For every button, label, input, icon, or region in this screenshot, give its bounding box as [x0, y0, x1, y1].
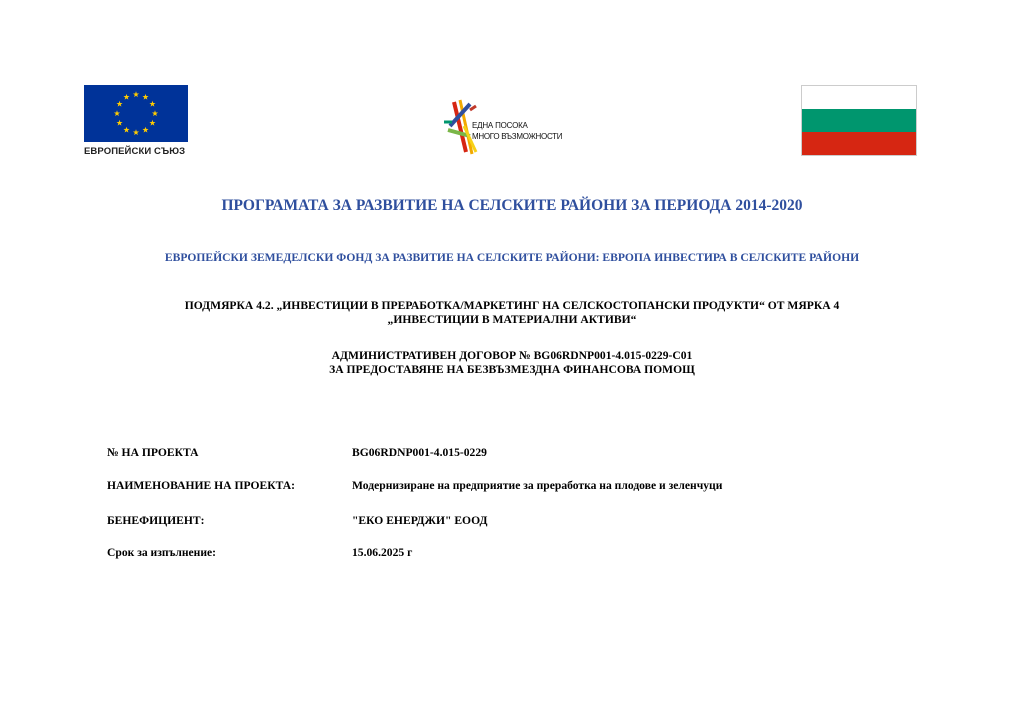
- logo-text-line2: МНОГО ВЪЗМОЖНОСТИ: [472, 132, 563, 141]
- eu-star-icon: [149, 120, 155, 126]
- eu-star-icon: [152, 110, 158, 116]
- eu-flag-logo: [84, 85, 188, 142]
- programme-title: ПРОГРАМАТА ЗА РАЗВИТИЕ НА СЕЛСКИТЕ РАЙОНИ ЗА ПЕРИОДА 2014-2020: [221, 197, 803, 214]
- beneficiary-value: "ЕКО ЕНЕРДЖИ" ЕООД: [352, 514, 488, 527]
- project-number-value: BG06RDNP001-4.015-0229: [352, 446, 487, 459]
- eu-star-icon: [114, 110, 120, 116]
- project-number-label: № НА ПРОЕКТА: [107, 446, 199, 459]
- flag-red-stripe: [802, 132, 916, 155]
- eu-star-icon: [149, 101, 155, 107]
- deadline-label: Срок за изпълнение:: [107, 546, 217, 559]
- flag-white-stripe: [802, 86, 916, 109]
- eu-star-icon: [123, 94, 129, 100]
- beneficiary-label: БЕНЕФИЦИЕНТ:: [107, 514, 205, 527]
- fund-title: ЕВРОПЕЙСКИ ЗЕМЕДЕЛСКИ ФОНД ЗА РАЗВИТИЕ НА СЕЛСКИТЕ РАЙОНИ: ЕВРОПА ИНВЕСТИРА В СЕЛСКИТЕ РАЙОНИ: [164, 251, 860, 264]
- submeasure-line1: ПОДМЯРКА 4.2. „ИНВЕСТИЦИИ В ПРЕРАБОТКА/МАРКЕТИНГ НА СЕЛСКОСТОПАНСКИ ПРОДУКТИ“ ОТ МЯРКА 4: [184, 299, 840, 312]
- eu-stars-icon: [84, 85, 188, 142]
- eu-star-icon: [142, 127, 148, 133]
- deadline-value: 15.06.2025 г: [352, 546, 413, 559]
- contract-line2: ЗА ПРЕДОСТАВЯНЕ НА БЕЗВЪЗМЕЗДНА ФИНАНСОВА ПОМОЩ: [329, 363, 695, 376]
- eu-star-icon: [133, 129, 139, 135]
- eu-caption: ЕВРОПЕЙСКИ СЪЮЗ: [84, 146, 186, 157]
- contract-line1: АДМИНИСТРАТИВЕН ДОГОВОР № BG06RDNP001-4.015-0229-C01: [331, 349, 693, 362]
- flag-green-stripe: [802, 109, 916, 132]
- bulgarian-flag-logo: [801, 85, 917, 156]
- eu-star-icon: [123, 127, 129, 133]
- submeasure-line2: „ИНВЕСТИЦИИ В МАТЕРИАЛНИ АКТИВИ“: [387, 313, 637, 326]
- project-name-label: НАИМЕНОВАНИЕ НА ПРОЕКТА:: [107, 479, 296, 492]
- eu-star-icon: [142, 94, 148, 100]
- eu-star-icon: [117, 101, 123, 107]
- eu-star-icon: [117, 120, 123, 126]
- project-name-value: Модернизиране на предприятие за преработка на плодове и зеленчуци: [352, 479, 723, 492]
- eu-star-icon: [133, 91, 139, 97]
- logo-text-line1: ЕДНА ПОСОКА: [472, 121, 528, 130]
